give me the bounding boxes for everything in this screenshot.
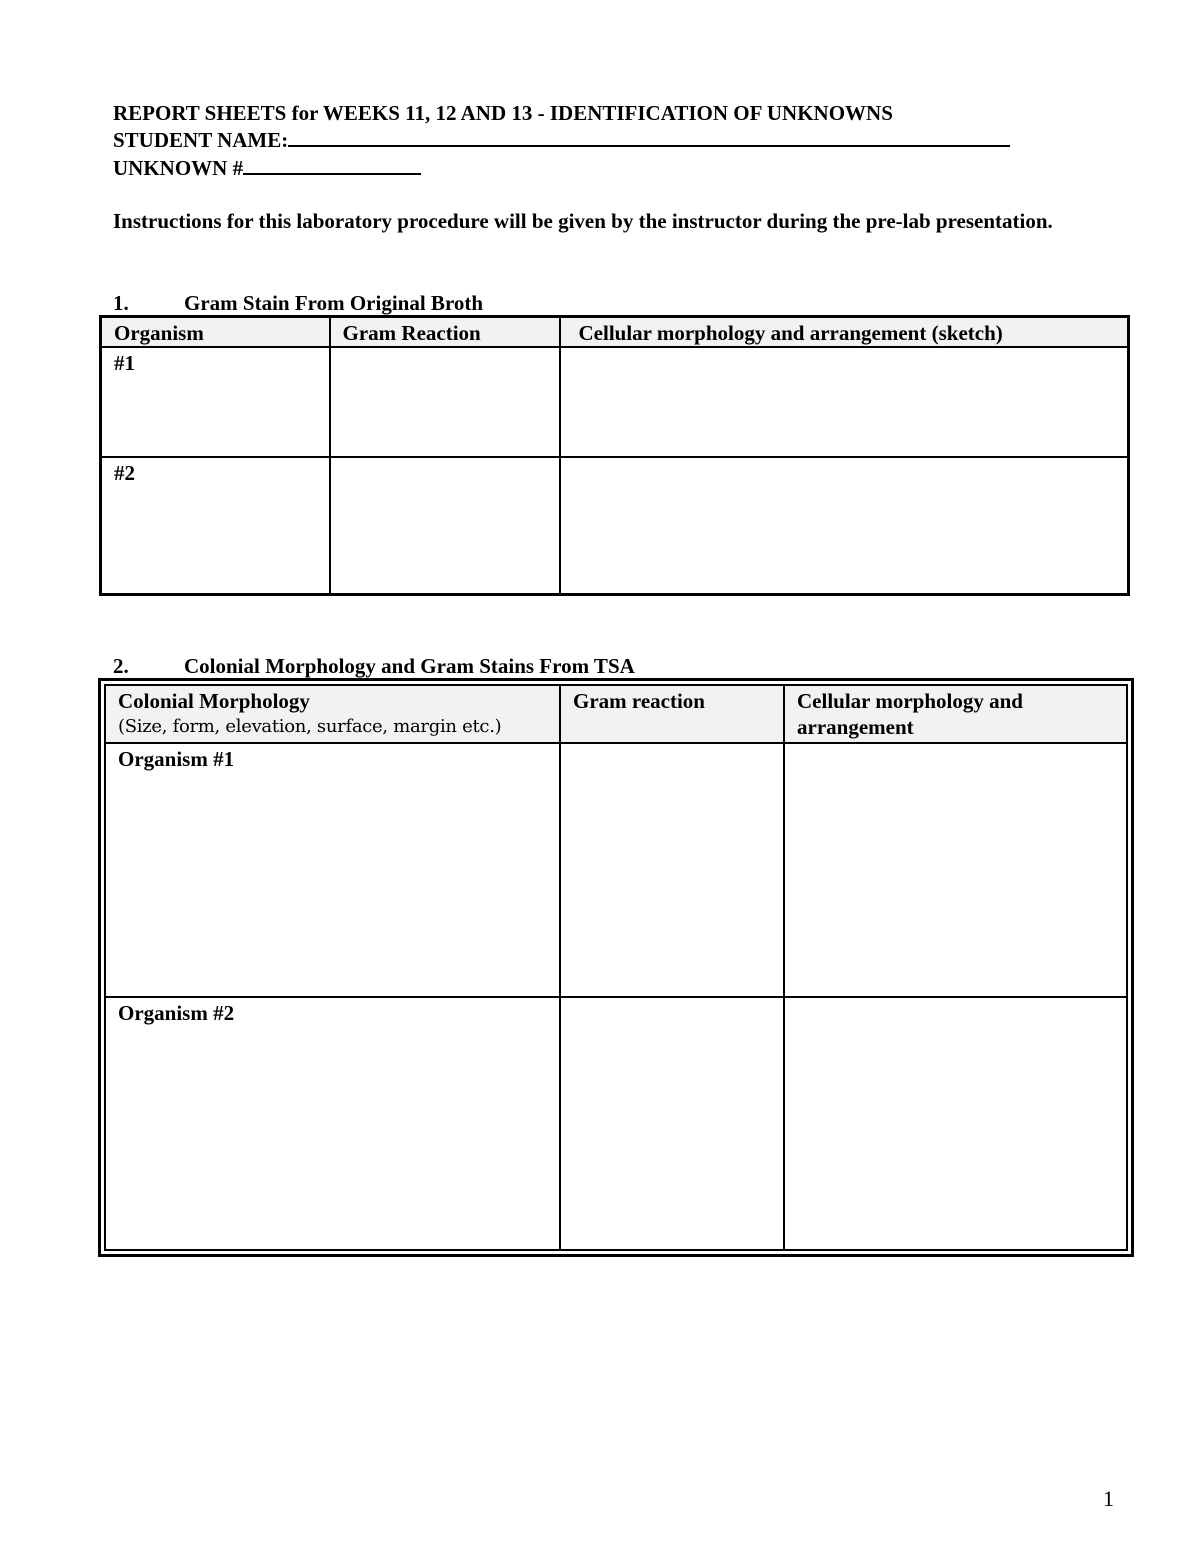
organism-1-sketch-cell[interactable] (560, 347, 1129, 457)
table-row (105, 997, 1127, 1250)
organism-2-gram-reaction-cell[interactable] (330, 457, 560, 595)
organism-1-label: #1 (101, 347, 330, 457)
section-1-title: Gram Stain From Original Broth (184, 291, 484, 315)
table-row (101, 347, 1129, 457)
organism-1-gram-reaction-cell[interactable] (330, 347, 560, 457)
section-1-number: 1. (113, 291, 129, 315)
column-header-gram-reaction: Gram Reaction (330, 317, 560, 348)
unknown-number-line (113, 155, 421, 181)
colonial-morphology-table-frame (98, 678, 1134, 1257)
column-header-organism: Organism (101, 317, 330, 348)
column-header-cellular-morphology: Cellular morphology and arrangement (sketch) (560, 317, 1129, 348)
table-row (105, 743, 1127, 996)
organism-1-cellular-morphology-cell[interactable] (784, 743, 1127, 996)
organism-2-sketch-cell[interactable] (560, 457, 1129, 595)
organism-1-colonial-cell[interactable]: Organism #1 (105, 743, 560, 996)
organism-2-cellular-morphology-cell[interactable] (784, 997, 1127, 1250)
section-2-title: Colonial Morphology and Gram Stains From TSA (184, 654, 635, 678)
student-name-blank[interactable] (288, 127, 1010, 147)
instructions-text: Instructions for this laboratory procedure will be given by the instructor during the pre-lab presentation. (113, 209, 1053, 233)
colonial-morphology-title: Colonial Morphology (118, 689, 310, 713)
unknown-number-label: UNKNOWN # (113, 156, 244, 180)
organism-2-gram-reaction-cell[interactable] (560, 997, 784, 1250)
section-2-heading (113, 653, 635, 679)
section-2-number: 2. (113, 654, 129, 678)
table-header-row (105, 685, 1127, 743)
student-name-line (113, 127, 1010, 153)
student-name-label: STUDENT NAME: (113, 128, 289, 152)
column-header-colonial-morphology (105, 685, 560, 743)
table-row (101, 457, 1129, 595)
gram-stain-table (99, 315, 1130, 596)
table-header-row (101, 317, 1129, 348)
organism-2-colonial-cell[interactable]: Organism #2 (105, 997, 560, 1250)
page-number: 1 (1103, 1486, 1114, 1511)
unknown-number-blank[interactable] (243, 155, 421, 175)
organism-1-gram-reaction-cell[interactable] (560, 743, 784, 996)
organism-2-label: #2 (101, 457, 330, 595)
section-1-heading (113, 290, 483, 316)
colonial-morphology-table (104, 684, 1128, 1251)
colonial-morphology-subtitle: (Size, form, elevation, surface, margin etc.) (118, 716, 502, 737)
report-title: REPORT SHEETS for WEEKS 11, 12 AND 13 - IDENTIFICATION OF UNKNOWNS (113, 101, 893, 125)
column-header-gram-reaction: Gram reaction (560, 685, 784, 743)
column-header-cellular-morphology: Cellular morphology and arrangement (784, 685, 1127, 743)
